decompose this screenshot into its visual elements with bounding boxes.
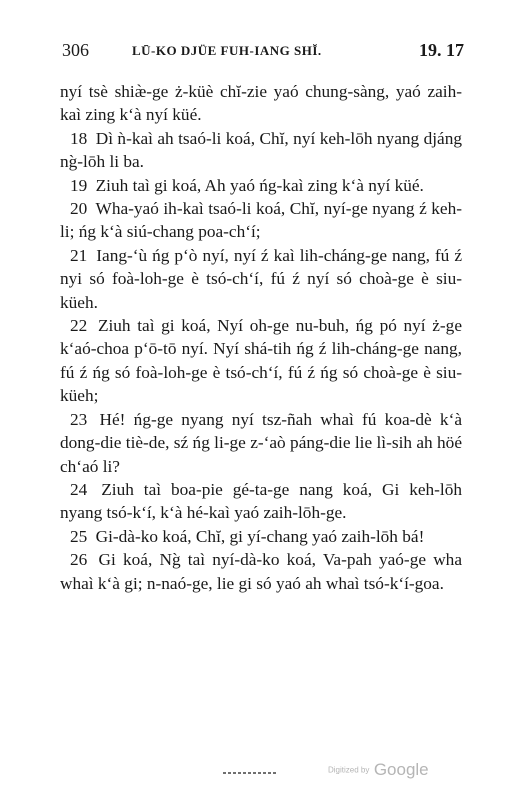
verse-25 xyxy=(60,525,462,548)
verse-24 xyxy=(60,478,462,525)
chapter-verse-ref: 19. 17 xyxy=(419,40,464,60)
verse-text: Wha-yaó ih-kaì tsaó-li koá, Chĭ, nyí-ge nyang ź keh-li; ńg k‘à siú-chang poa-ch‘í; xyxy=(60,199,462,242)
watermark-prefix: Digitized by xyxy=(328,765,370,775)
verse-number: 23 xyxy=(70,409,88,429)
verse-number: 19 xyxy=(70,175,88,195)
running-title: LŪ-KO DJÜE FUH-IANG SHĬ. xyxy=(132,43,322,58)
verse-number: 24 xyxy=(70,479,88,499)
verse-text: nyí tsè shiæ̀-ge ż-küè chĭ-zie yaó chung-sàng, yaó zaih-kaì zing k‘à nyí küé. xyxy=(60,82,462,125)
verse-text: Iang-‘ù ńg p‘ò nyí, nyí ź kaì lih-cháng-ge nang, fú ź nyi só foà-loh-ge è tsó-ch‘í, fú ź nyí só choà-ge è siu-küeh. xyxy=(60,245,462,312)
verse-number: 25 xyxy=(70,526,88,546)
printer-mark xyxy=(223,772,278,774)
verse-number: 20 xyxy=(70,199,88,219)
verse-23 xyxy=(60,408,462,478)
verse-22 xyxy=(60,314,462,408)
verse-text: Hé! ńg-ge nyang nyí tsz-ñah whaì fú koa-dè k‘à dong-die tiè-de, sź ńg li-ge z-‘aò páng-die lie lì-sih ah höé ch‘aó li? xyxy=(60,409,462,476)
verse-text: Gi-dà-ko koá, Chĭ, gi yí-chang yaó zaih-lōh bá! xyxy=(95,526,425,546)
verse-26 xyxy=(60,548,462,595)
verse-text: Ziuh taì gi koá, Nyí oh-ge nu-buh, ńg pó nyí ż-ge k‘aó-choa p‘ō-tō nyí. Nyí shá-tih ńg ź lih-cháng-ge nang, fú ź ńg só foà-loh-ge è tsó-ch‘í, fú ź ńg só choà-ge è siu-küeh; xyxy=(60,316,462,406)
verse-19 xyxy=(60,174,462,197)
verse-continuation xyxy=(60,80,462,127)
verse-text: Dì ǹ-kaì ah tsaó-li koá, Chĭ, nyí keh-lōh nyang djáng ng̀-lōh li ba. xyxy=(60,128,462,172)
digitization-watermark xyxy=(328,760,429,780)
page-number: 306 xyxy=(62,40,89,60)
running-head xyxy=(62,40,464,64)
verse-number: 18 xyxy=(70,128,88,148)
verse-20 xyxy=(60,197,462,244)
verse-number: 21 xyxy=(70,245,88,265)
scripture-text xyxy=(60,80,462,595)
verse-text: Ziuh taì boa-pie gé-ta-ge nang koá, Gi keh-lōh nyang tsó-k‘í, k‘à hé-kaì yaó zaih-lōh-ge. xyxy=(60,479,462,523)
verse-21 xyxy=(60,244,462,314)
verse-text: Gi koá, Ng̀ taì nyí-dà-ko koá, Va-pah yaó-ge wha whaì k‘à gi; n-naó-ge, lie gi só yaó ah whaì tsó-k‘í-goa. xyxy=(60,550,462,593)
verse-number: 26 xyxy=(70,550,88,570)
verse-number: 22 xyxy=(70,316,88,336)
verse-text: Ziuh taì gi koá, Ah yaó ńg-kaì zing k‘à nyí küé. xyxy=(95,175,424,195)
verse-18 xyxy=(60,127,462,174)
google-logo: Google xyxy=(373,760,429,779)
